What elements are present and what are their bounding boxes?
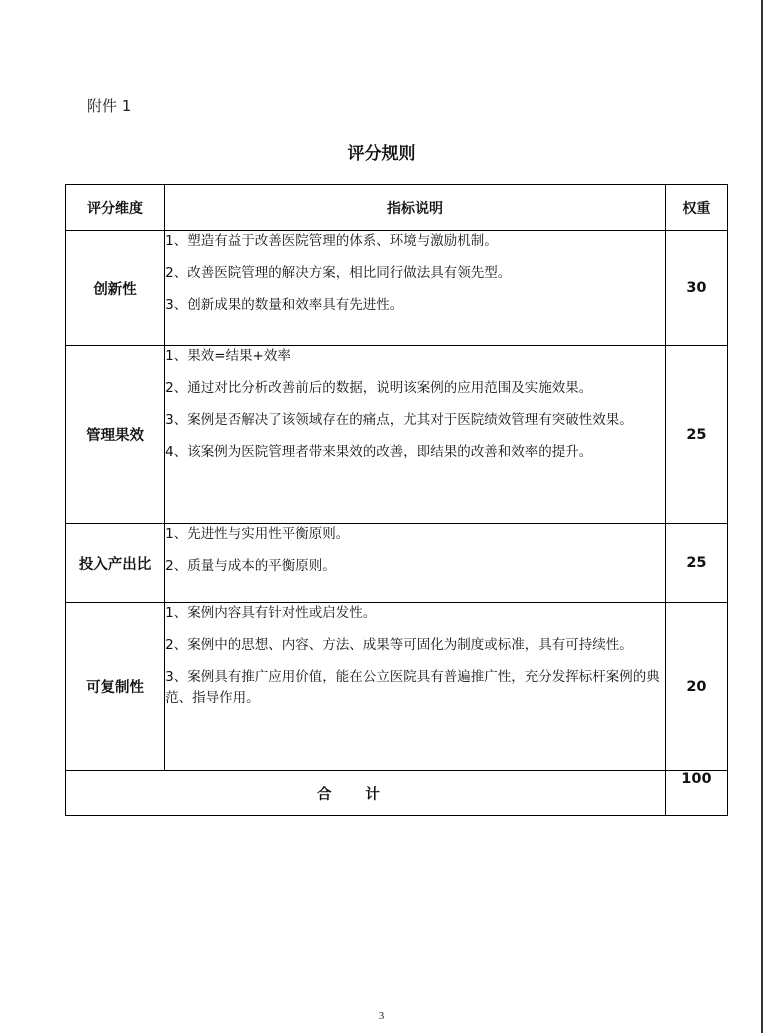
total-value: 100 [665, 771, 727, 816]
weight-cell: 20 [665, 603, 727, 771]
total-label: 合计 [66, 771, 666, 816]
criterion-item: 2、质量与成本的平衡原则。 [165, 558, 336, 574]
criterion-item: 1、案例内容具有针对性或启发性。 [165, 605, 377, 621]
criterion-item: 2、通过对比分析改善前后的数据，说明该案例的应用范围及实施效果。 [165, 380, 593, 396]
table-row-input-output [66, 524, 728, 603]
criterion-item: 3、创新成果的数量和效率具有先进性。 [165, 297, 404, 313]
table-row-innovation [66, 231, 728, 346]
criterion-item: 2、改善医院管理的解决方案，相比同行做法具有领先型。 [165, 265, 512, 281]
scoring-table [65, 184, 728, 816]
dimension-cell: 可复制性 [66, 603, 165, 771]
dimension-cell: 管理果效 [66, 346, 165, 524]
criterion-item: 1、果效=结果+效率 [165, 348, 291, 364]
criterion-item: 2、案例中的思想、内容、方法、成果等可固化为制度或标准，具有可持续性。 [165, 637, 633, 653]
table-header-row [66, 185, 728, 231]
table-row-effectiveness [66, 346, 728, 524]
table-row-replicability [66, 603, 728, 771]
criterion-item: 1、塑造有益于改善医院管理的体系、环境与激励机制。 [165, 233, 498, 249]
header-dimension: 评分维度 [66, 185, 165, 231]
header-weight: 权重 [665, 185, 727, 231]
criterion-item: 1、先进性与实用性平衡原则。 [165, 526, 350, 542]
attachment-label: 附件 1 [87, 97, 132, 115]
description-cell [165, 524, 666, 603]
weight-cell: 25 [665, 524, 727, 603]
header-description: 指标说明 [165, 185, 666, 231]
criterion-item: 3、案例是否解决了该领域存在的痛点，尤其对于医院绩效管理有突破性效果。 [165, 412, 633, 428]
dimension-cell: 投入产出比 [66, 524, 165, 603]
weight-cell: 30 [665, 231, 727, 346]
description-cell [165, 346, 666, 524]
description-cell [165, 603, 666, 771]
page-number: 3 [378, 1010, 385, 1022]
weight-cell: 25 [665, 346, 727, 524]
description-cell [165, 231, 666, 346]
dimension-cell: 创新性 [66, 231, 165, 346]
table-total-row [66, 771, 728, 816]
criterion-item: 4、该案例为医院管理者带来果效的改善，即结果的改善和效率的提升。 [165, 444, 593, 460]
criterion-item: 3、案例具有推广应用价值，能在公立医院具有普遍推广性，充分发挥标杆案例的典范、指导作用。 [165, 669, 660, 706]
document-title: 评分规则 [347, 144, 416, 164]
